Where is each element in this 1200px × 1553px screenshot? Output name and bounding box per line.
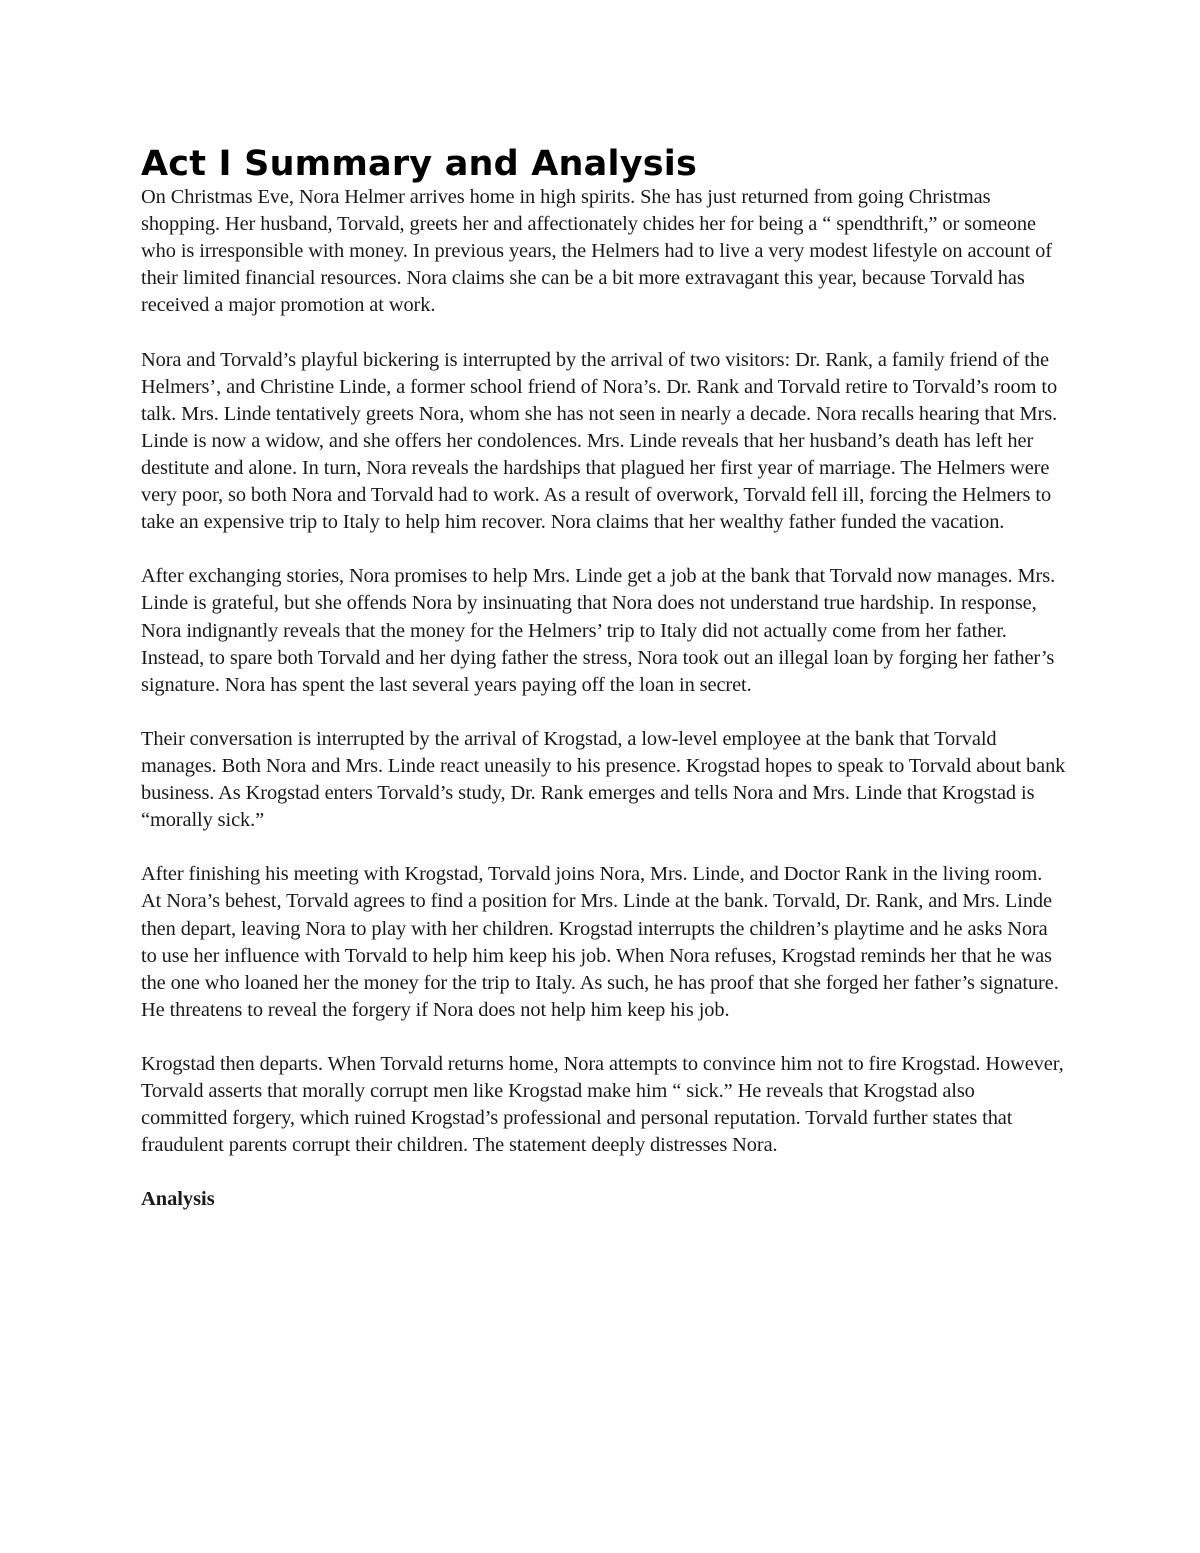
analysis-heading: Analysis (141, 1188, 215, 1211)
summary-paragraph-6: Krogstad then departs. When Torvald returns home, Nora attempts to convince him not to fire Krogstad. However, Torvald asserts that morally corrupt men like Krogstad make him “ sick.” He reveals that Krogstad also committed forgery, which ruined Krogstad’s professional and personal reputation. Torvald further states that fraudulent parents corrupt their children. The statement deeply distresses Nora. (141, 1053, 1064, 1157)
summary-paragraph-2: Nora and Torvald’s playful bickering is interrupted by the arrival of two visitors: Dr. Rank, a family friend of the Helmers’, and Christine Linde, a former school friend of Nora’s. Dr. Rank and Torvald retire to Torvald’s room to talk. Mrs. Linde tentatively greets Nora, whom she has not seen in nearly a decade. Nora recalls hearing that Mrs. Linde is now a widow, and she offers her condolences. Mrs. Linde reveals that her husband’s death has left her destitute and alone. In turn, Nora reveals the hardships that plagued her first year of marriage. The Helmers were very poor, so both Nora and Torvald had to work. As a result of overwork, Torvald fell ill, forcing the Helmers to take an expensive trip to Italy to help him recover. Nora claims that her wealthy father funded the vacation. (141, 348, 1058, 534)
summary-paragraph-5: After finishing his meeting with Krogstad, Torvald joins Nora, Mrs. Linde, and Doctor Rank in the living room. At Nora’s behest, Torvald agrees to find a position for Mrs. Linde at the bank. Torvald, Dr. Rank, and Mrs. Linde then depart, leaving Nora to play with her children. Krogstad interrupts the children’s playtime and he asks Nora to use her influence with Torvald to help him keep his job. When Nora refuses, Krogstad reminds her that he was the one who loaned her the money for the trip to Italy. As such, he has proof that she forged her father’s signature. He threatens to reveal the forgery if Nora does not help him keep his job. (141, 863, 1059, 1021)
document-body (141, 140, 1066, 1214)
summary-paragraph-3: After exchanging stories, Nora promises to help Mrs. Linde get a job at the bank that Torvald now manages. Mrs. Linde is grateful, but she offends Nora by insinuating that Nora does not understand true hardship. In response, Nora indignantly reveals that the money for the Helmers’ trip to Italy did not actually come from her father. Instead, to spare both Torvald and her dying father the stress, Nora took out an illegal loan by forging her father’s signature. Nora has spent the last several years paying off the loan in secret. (141, 565, 1056, 696)
document-title: Act I Summary and Analysis (141, 144, 697, 184)
summary-paragraph-1: On Christmas Eve, Nora Helmer arrives home in high spirits. She has just returned from going Christmas shopping. Her husband, Torvald, greets her and affectionately chides her for being a “ spendthrift,” or someone who is irresponsible with money. In previous years, the Helmers had to live a very modest lifestyle on account of their limited financial resources. Nora claims she can be a bit more extravagant this year, because Torvald has received a major promotion at work. (141, 186, 1052, 317)
summary-paragraph-4: Their conversation is interrupted by the arrival of Krogstad, a low-level employee at the bank that Torvald manages. Both Nora and Mrs. Linde react uneasily to his presence. Krogstad hopes to speak to Torvald about bank business. As Krogstad enters Torvald’s study, Dr. Rank emerges and tells Nora and Mrs. Linde that Krogstad is “morally sick.” (141, 727, 1066, 832)
